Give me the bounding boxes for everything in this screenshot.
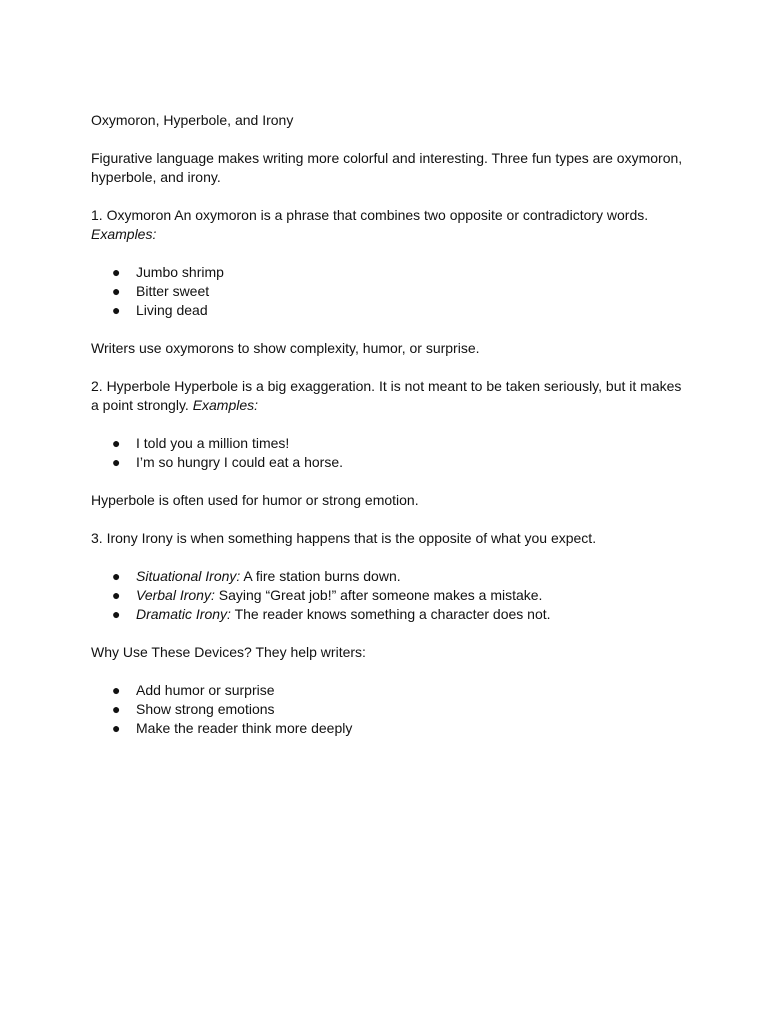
oxymoron-paragraph — [91, 206, 691, 244]
bullet-icon: ● — [112, 701, 121, 717]
list-item — [91, 263, 691, 282]
oxymoron-note: Writers use oxymorons to show complexity, humor, or surprise. — [91, 340, 480, 356]
irony-type-label: Situational Irony: — [136, 568, 241, 584]
oxymoron-definition: 1. Oxymoron An oxymoron is a phrase that combines two opposite or contradictory words. — [91, 207, 649, 223]
list-item-text: I told you a million times! — [136, 435, 290, 451]
bullet-icon: ● — [112, 587, 121, 603]
irony-examples-list — [91, 567, 691, 624]
list-item — [91, 586, 691, 605]
list-item-text: Bitter sweet — [136, 283, 210, 299]
hyperbole-note: Hyperbole is often used for humor or strong emotion. — [91, 492, 419, 508]
list-item-text: Show strong emotions — [136, 701, 275, 717]
hyperbole-paragraph — [91, 377, 691, 415]
document-title: Oxymoron, Hyperbole, and Irony — [91, 112, 294, 128]
bullet-icon: ● — [112, 264, 121, 280]
list-item — [91, 605, 691, 624]
bullet-icon: ● — [112, 454, 121, 470]
list-item-text: Jumbo shrimp — [136, 264, 224, 280]
oxymoron-examples-list — [91, 263, 691, 320]
irony-paragraph: 3. Irony Irony is when something happens that is the opposite of what you expect. — [91, 530, 597, 546]
bullet-icon: ● — [112, 302, 121, 318]
list-item — [91, 567, 691, 586]
list-item-text: Make the reader think more deeply — [136, 720, 353, 736]
list-item — [91, 282, 691, 301]
list-item — [91, 700, 691, 719]
hyperbole-examples-list — [91, 434, 691, 472]
why-items-list — [91, 681, 691, 738]
list-item — [91, 301, 691, 320]
hyperbole-definition: 2. Hyperbole Hyperbole is a big exaggeration. It is not meant to be taken seriously, but it makes a point strongly. — [91, 378, 682, 413]
bullet-icon: ● — [112, 720, 121, 736]
irony-example-text: The reader knows something a character does not. — [234, 606, 551, 622]
list-item — [91, 434, 691, 453]
irony-type-label: Dramatic Irony: — [136, 606, 231, 622]
list-item-text: I’m so hungry I could eat a horse. — [136, 454, 343, 470]
why-paragraph: Why Use These Devices? They help writers: — [91, 644, 366, 660]
list-item-text: Living dead — [136, 302, 208, 318]
list-item — [91, 681, 691, 700]
bullet-icon: ● — [112, 435, 121, 451]
bullet-icon: ● — [112, 568, 121, 584]
bullet-icon: ● — [112, 283, 121, 299]
irony-example-text: Saying “Great job!” after someone makes a mistake. — [218, 587, 543, 603]
oxymoron-examples-label: Examples: — [91, 226, 157, 242]
document-page — [91, 111, 691, 757]
list-item — [91, 719, 691, 738]
list-item — [91, 453, 691, 472]
hyperbole-examples-label: Examples: — [192, 397, 259, 413]
intro-paragraph: Figurative language makes writing more colorful and interesting. Three fun types are oxymoron, hyperbole, and irony. — [91, 150, 683, 185]
bullet-icon: ● — [112, 606, 121, 622]
list-item-text: Add humor or surprise — [136, 682, 275, 698]
irony-type-label: Verbal Irony: — [136, 587, 215, 603]
irony-example-text: A fire station burns down. — [243, 568, 401, 584]
bullet-icon: ● — [112, 682, 121, 698]
